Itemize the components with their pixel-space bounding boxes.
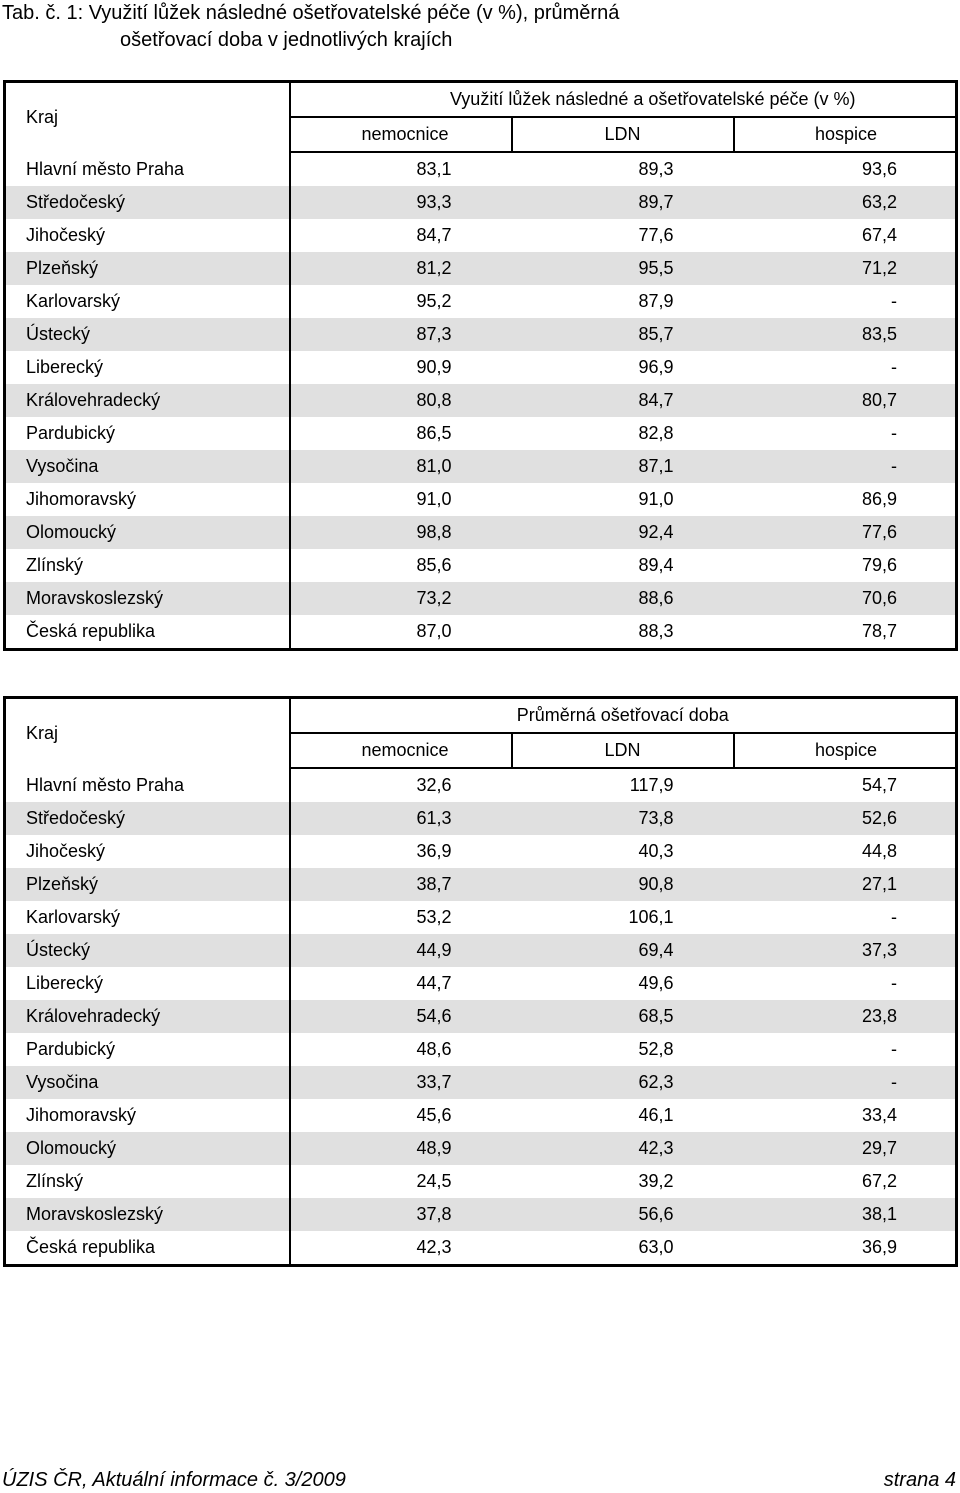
table-row	[5, 868, 957, 901]
value-ldn: 88,3	[638, 621, 674, 641]
value-ldn: 96,9	[638, 357, 674, 377]
value-ldn: 46,1	[638, 1105, 674, 1125]
value-nemocnice: 87,3	[290, 318, 512, 351]
value-ldn: 39,2	[638, 1171, 674, 1191]
region-name: Česká republika	[5, 1231, 290, 1266]
value-nemocnice: 84,7	[416, 225, 452, 245]
region-name: Středočeský	[5, 186, 290, 219]
value-nemocnice: 90,9	[416, 357, 452, 377]
value-nemocnice: 33,7	[290, 1066, 512, 1099]
value-nemocnice: 48,6	[416, 1039, 452, 1059]
column-header-nemocnice: nemocnice	[290, 117, 512, 152]
region-name: Středočeský	[5, 802, 290, 835]
value-hospice: 80,7	[734, 384, 957, 417]
value-hospice: 37,3	[734, 934, 957, 967]
region-name: Olomoucký	[5, 516, 290, 549]
value-nemocnice: 45,6	[416, 1105, 452, 1125]
value-hospice: 63,2	[734, 186, 957, 219]
table-row	[5, 1165, 957, 1198]
column-header-ldn: LDN	[512, 733, 734, 768]
value-hospice: 77,6	[734, 516, 957, 549]
value-nemocnice: 44,9	[290, 934, 512, 967]
table-row	[5, 901, 957, 934]
region-name: Vysočina	[5, 1066, 290, 1099]
table-row	[5, 967, 957, 1000]
region-name: Ústecký	[5, 318, 290, 351]
region-name: Hlavní město Praha	[5, 152, 290, 186]
table-row	[5, 802, 957, 835]
value-nemocnice: 95,2	[416, 291, 452, 311]
table-row	[5, 285, 957, 318]
value-nemocnice: 73,2	[290, 582, 512, 615]
value-nemocnice: 36,9	[416, 841, 452, 861]
value-hospice: 54,7	[861, 775, 898, 795]
region-name: Královehradecký	[5, 384, 290, 417]
value-nemocnice: 53,2	[416, 907, 452, 927]
value-ldn: 88,6	[512, 582, 734, 615]
region-name: Karlovarský	[5, 901, 290, 934]
value-hospice: -	[891, 357, 897, 377]
region-name: Jihomoravský	[5, 483, 290, 516]
value-hospice: -	[891, 907, 898, 927]
table-row	[5, 582, 957, 615]
value-ldn: 73,8	[512, 802, 734, 835]
value-hospice: 83,5	[734, 318, 957, 351]
value-ldn: 95,5	[512, 252, 734, 285]
value-nemocnice: 24,5	[416, 1171, 452, 1191]
footer-source: ÚZIS ČR, Aktuální informace č. 3/2009	[2, 1469, 346, 1491]
value-nemocnice: 80,8	[290, 384, 512, 417]
value-hospice: 78,7	[861, 621, 897, 641]
region-name: Karlovarský	[5, 285, 290, 318]
footer-page-number: strana 4	[883, 1469, 956, 1491]
value-nemocnice: 37,8	[290, 1198, 512, 1231]
value-ldn: 52,8	[638, 1039, 674, 1059]
value-ldn: 89,4	[638, 555, 674, 575]
region-name: Jihočeský	[5, 219, 290, 252]
value-hospice: 38,1	[734, 1198, 957, 1231]
region-name: Zlínský	[5, 1165, 290, 1198]
region-name: Zlínský	[5, 549, 290, 582]
table-row	[5, 152, 957, 186]
average-stay-table	[3, 696, 958, 1267]
value-ldn: 92,4	[512, 516, 734, 549]
column-header-ldn: LDN	[512, 117, 734, 152]
table-row	[5, 219, 957, 252]
value-ldn: 63,0	[638, 1237, 674, 1257]
value-ldn: 49,6	[638, 973, 674, 993]
page-title	[2, 0, 952, 54]
table-row	[5, 1033, 957, 1066]
value-ldn: 89,3	[638, 159, 674, 179]
table-row	[5, 516, 957, 549]
value-nemocnice: 38,7	[290, 868, 512, 901]
region-name: Plzeňský	[5, 252, 290, 285]
table-row	[5, 450, 957, 483]
table-row	[5, 549, 957, 582]
value-ldn: 62,3	[512, 1066, 734, 1099]
table-body	[5, 768, 957, 1266]
value-ldn: 56,6	[512, 1198, 734, 1231]
region-name: Vysočina	[5, 450, 290, 483]
value-nemocnice: 42,3	[416, 1237, 452, 1257]
value-nemocnice: 91,0	[416, 489, 452, 509]
value-nemocnice: 81,2	[290, 252, 512, 285]
table-row	[5, 1066, 957, 1099]
value-ldn: 77,6	[638, 225, 674, 245]
table-row	[5, 186, 957, 219]
value-ldn: 69,4	[512, 934, 734, 967]
value-nemocnice: 86,5	[416, 423, 452, 443]
value-hospice: -	[891, 423, 897, 443]
region-name: Hlavní město Praha	[5, 768, 290, 802]
value-hospice: 67,4	[861, 225, 897, 245]
table-row	[5, 252, 957, 285]
value-nemocnice: 98,8	[290, 516, 512, 549]
value-ldn: 106,1	[628, 907, 674, 927]
region-name: Ústecký	[5, 934, 290, 967]
region-name: Liberecký	[5, 967, 290, 1000]
table-row	[5, 934, 957, 967]
value-ldn: 82,8	[638, 423, 674, 443]
region-name: Pardubický	[5, 417, 290, 450]
region-name: Plzeňský	[5, 868, 290, 901]
table-row	[5, 483, 957, 516]
column-header-hospice: hospice	[734, 117, 957, 152]
table-row	[5, 1132, 957, 1165]
table-body	[5, 152, 957, 650]
table-row	[5, 417, 957, 450]
region-name: Moravskoslezský	[5, 1198, 290, 1231]
group-header: Využití lůžek následné a ošetřovatelské péče (v %)	[290, 82, 957, 118]
region-name: Královehradecký	[5, 1000, 290, 1033]
region-name: Jihočeský	[5, 835, 290, 868]
table-row	[5, 351, 957, 384]
value-nemocnice: 87,0	[416, 621, 452, 641]
value-nemocnice: 83,1	[416, 159, 452, 179]
table-row	[5, 1000, 957, 1033]
value-hospice: 29,7	[734, 1132, 957, 1165]
value-nemocnice: 85,6	[416, 555, 452, 575]
value-ldn: 85,7	[512, 318, 734, 351]
value-hospice: 36,9	[861, 1237, 898, 1257]
value-ldn: 42,3	[512, 1132, 734, 1165]
region-name: Pardubický	[5, 1033, 290, 1066]
value-nemocnice: 44,7	[416, 973, 452, 993]
value-hospice: -	[734, 450, 957, 483]
value-hospice: 67,2	[861, 1171, 898, 1191]
value-ldn: 117,9	[629, 775, 674, 795]
kraj-header: Kraj	[5, 82, 290, 153]
value-ldn: 84,7	[512, 384, 734, 417]
value-hospice: -	[734, 1066, 957, 1099]
region-name: Jihomoravský	[5, 1099, 290, 1132]
region-name: Moravskoslezský	[5, 582, 290, 615]
table-row	[5, 615, 957, 650]
value-hospice: 23,8	[734, 1000, 957, 1033]
value-ldn: 87,1	[512, 450, 734, 483]
value-hospice: 33,4	[861, 1105, 898, 1125]
table-row	[5, 318, 957, 351]
value-hospice: 70,6	[734, 582, 957, 615]
value-ldn: 91,0	[638, 489, 674, 509]
value-nemocnice: 93,3	[290, 186, 512, 219]
value-nemocnice: 81,0	[290, 450, 512, 483]
value-nemocnice: 54,6	[290, 1000, 512, 1033]
kraj-header: Kraj	[5, 698, 290, 769]
value-hospice: 86,9	[861, 489, 897, 509]
value-hospice: 44,8	[861, 841, 898, 861]
value-ldn: 90,8	[512, 868, 734, 901]
region-name: Olomoucký	[5, 1132, 290, 1165]
value-hospice: 79,6	[861, 555, 897, 575]
region-name: Liberecký	[5, 351, 290, 384]
table-row	[5, 768, 957, 802]
value-ldn: 68,5	[512, 1000, 734, 1033]
title-line-2: ošetřovací doba v jednotlivých krajích	[120, 29, 453, 51]
value-nemocnice: 61,3	[290, 802, 512, 835]
value-ldn: 87,9	[638, 291, 674, 311]
value-hospice: -	[891, 1039, 898, 1059]
region-name: Česká republika	[5, 615, 290, 650]
value-hospice: -	[891, 291, 897, 311]
column-header-hospice: hospice	[734, 733, 957, 768]
value-hospice: 52,6	[734, 802, 957, 835]
value-nemocnice: 48,9	[290, 1132, 512, 1165]
table-row	[5, 1198, 957, 1231]
value-hospice: 93,6	[861, 159, 897, 179]
column-header-nemocnice: nemocnice	[290, 733, 512, 768]
value-hospice: 27,1	[734, 868, 957, 901]
bed-usage-table	[3, 80, 958, 651]
value-nemocnice: 32,6	[416, 775, 452, 795]
table-row	[5, 1099, 957, 1132]
title-line-1: Tab. č. 1: Využití lůžek následné ošetřovatelské péče (v %), průměrná	[2, 2, 620, 24]
table-row	[5, 384, 957, 417]
value-hospice: -	[891, 973, 898, 993]
table-row	[5, 835, 957, 868]
value-ldn: 40,3	[638, 841, 674, 861]
group-header: Průměrná ošetřovací doba	[290, 698, 957, 734]
value-ldn: 89,7	[512, 186, 734, 219]
table-row	[5, 1231, 957, 1266]
value-hospice: 71,2	[734, 252, 957, 285]
